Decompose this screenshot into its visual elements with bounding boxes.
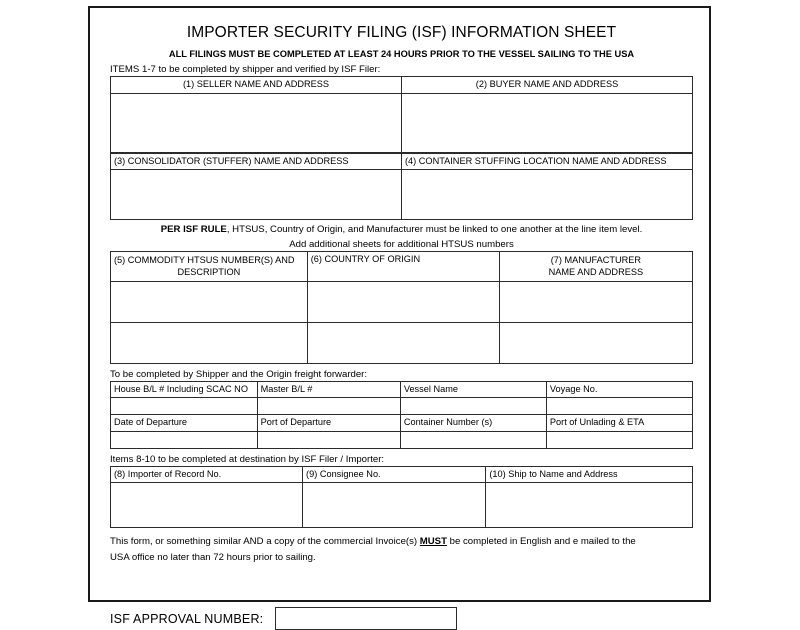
date-departure-header-cell bbox=[111, 415, 258, 432]
consignee-no-header-cell bbox=[303, 466, 486, 483]
container-stuffing-label: (4) CONTAINER STUFFING LOCATION NAME AND ADDRESS bbox=[405, 155, 667, 166]
table-row bbox=[111, 281, 693, 322]
consolidator-header-cell bbox=[111, 153, 402, 170]
port-departure-header-cell bbox=[257, 415, 400, 432]
footer-note bbox=[110, 534, 693, 565]
table-header-row bbox=[111, 415, 693, 432]
consolidator-input-cell[interactable] bbox=[111, 170, 402, 220]
table-row bbox=[111, 398, 693, 415]
container-stuffing-input-cell[interactable] bbox=[402, 170, 693, 220]
ship-to-input-cell[interactable] bbox=[486, 483, 693, 528]
master-bl-input-cell[interactable] bbox=[257, 398, 400, 415]
commodity-input-cell-1[interactable] bbox=[111, 281, 308, 322]
footer-note-part1: This form, or something similar AND a copy of the commercial Invoice(s) bbox=[110, 536, 420, 548]
commodity-header-cell bbox=[111, 252, 308, 282]
seller-header-cell bbox=[111, 77, 402, 94]
manufacturer-header-cell bbox=[499, 252, 692, 282]
seller-buyer-table bbox=[110, 76, 693, 153]
importer-of-record-label: (8) Importer of Record No. bbox=[114, 468, 222, 479]
commodity-label-line2: DESCRIPTION bbox=[177, 267, 241, 278]
port-unlading-label: Port of Unlading & ETA bbox=[549, 417, 645, 428]
manufacturer-label bbox=[500, 252, 692, 281]
house-bl-label: House B/L # Including SCAC NO bbox=[114, 383, 248, 394]
table-row bbox=[111, 483, 693, 528]
manufacturer-input-cell-1[interactable] bbox=[499, 281, 692, 322]
ship-to-label: (10) Ship to Name and Address bbox=[489, 468, 618, 479]
container-numbers-input-cell[interactable] bbox=[400, 431, 546, 448]
buyer-header-cell bbox=[402, 77, 693, 94]
country-header-cell bbox=[307, 252, 499, 282]
items-8-10-instruction: Items 8-10 to be completed at destination by ISF Filer / Importer: bbox=[110, 453, 385, 465]
isf-approval-row bbox=[110, 607, 693, 630]
house-bl-header-cell bbox=[111, 381, 258, 398]
shipper-instruction: To be completed by Shipper and the Origin freight forwarder: bbox=[110, 368, 368, 380]
seller-label: (1) SELLER NAME AND ADDRESS bbox=[182, 79, 330, 89]
table-row bbox=[111, 77, 693, 94]
buyer-label: (2) BUYER NAME AND ADDRESS bbox=[475, 79, 619, 89]
table-row bbox=[111, 153, 693, 170]
table-row bbox=[111, 170, 693, 220]
port-unlading-header-cell bbox=[546, 415, 692, 432]
container-numbers-header-cell bbox=[400, 415, 546, 432]
table-header-row bbox=[111, 252, 693, 282]
date-departure-input-cell[interactable] bbox=[111, 431, 258, 448]
commodity-label-line1: (5) COMMODITY HTSUS NUMBER(S) AND bbox=[114, 255, 295, 265]
master-bl-label: Master B/L # bbox=[260, 383, 313, 394]
commodity-input-cell-2[interactable] bbox=[111, 322, 308, 363]
country-input-cell-1[interactable] bbox=[307, 281, 499, 322]
table-row bbox=[111, 322, 693, 363]
footer-note-emphasis: MUST bbox=[419, 536, 447, 548]
commodity-origin-manufacturer-table bbox=[110, 251, 693, 364]
footer-note-line2: USA office no later than 72 hours prior to sailing. bbox=[110, 551, 316, 563]
house-bl-input-cell[interactable] bbox=[111, 398, 258, 415]
consolidator-stuffing-table bbox=[110, 153, 693, 221]
country-input-cell-2[interactable] bbox=[307, 322, 499, 363]
buyer-input-cell[interactable] bbox=[402, 93, 693, 152]
footer-note-part2: be completed in English and e mailed to the bbox=[446, 536, 636, 548]
manufacturer-label-line2: NAME AND ADDRESS bbox=[548, 267, 644, 278]
form-content bbox=[110, 16, 693, 630]
master-bl-header-cell bbox=[257, 381, 400, 398]
table-row bbox=[111, 93, 693, 152]
manufacturer-input-cell-2[interactable] bbox=[499, 322, 692, 363]
seller-input-cell[interactable] bbox=[111, 93, 402, 152]
country-label: (6) COUNTRY OF ORIGIN bbox=[310, 254, 421, 264]
page-subtitle: ALL FILINGS MUST BE COMPLETED AT LEAST 24 HOURS PRIOR TO THE VESSEL SAILING TO THE USA bbox=[168, 49, 635, 59]
container-stuffing-header-cell bbox=[402, 153, 693, 170]
isf-rule-text: , HTSUS, Country of Origin, and Manufacturer must be linked to one another at the line item level. bbox=[226, 224, 643, 235]
isf-approval-label: ISF APPROVAL NUMBER: bbox=[110, 611, 264, 626]
manufacturer-label-line1: (7) MANUFACTURER bbox=[550, 255, 642, 265]
isf-rule-bold-prefix: PER ISF RULE bbox=[160, 224, 227, 235]
vessel-name-header-cell bbox=[400, 381, 546, 398]
commodity-label bbox=[111, 252, 307, 281]
voyage-no-label: Voyage No. bbox=[549, 383, 598, 394]
form-page bbox=[88, 6, 711, 626]
importer-consignee-shipto-table bbox=[110, 466, 693, 529]
port-departure-label: Port of Departure bbox=[260, 417, 332, 428]
container-numbers-label: Container Number (s) bbox=[403, 417, 493, 428]
voyage-no-header-cell bbox=[546, 381, 692, 398]
table-header-row bbox=[111, 381, 693, 398]
consignee-no-label: (9) Consignee No. bbox=[306, 468, 381, 479]
items-1-7-instruction: ITEMS 1-7 to be completed by shipper and verified by ISF Filer: bbox=[110, 64, 381, 75]
port-departure-input-cell[interactable] bbox=[257, 431, 400, 448]
importer-of-record-header-cell bbox=[111, 466, 303, 483]
port-unlading-input-cell[interactable] bbox=[546, 431, 692, 448]
consignee-no-input-cell[interactable] bbox=[303, 483, 486, 528]
additional-sheets-note: Add additional sheets for additional HTSUS numbers bbox=[289, 239, 514, 250]
voyage-no-input-cell[interactable] bbox=[546, 398, 692, 415]
table-header-row bbox=[111, 466, 693, 483]
consolidator-label: (3) CONSOLIDATOR (STUFFER) NAME AND ADDRESS bbox=[114, 155, 349, 166]
vessel-name-label: Vessel Name bbox=[403, 383, 458, 394]
table-row bbox=[111, 431, 693, 448]
ship-to-header-cell bbox=[486, 466, 693, 483]
isf-approval-input[interactable] bbox=[275, 607, 457, 630]
importer-of-record-input-cell[interactable] bbox=[111, 483, 303, 528]
date-departure-label: Date of Departure bbox=[114, 417, 188, 428]
isf-rule-note bbox=[110, 224, 693, 235]
shipper-forwarder-table bbox=[110, 381, 693, 449]
vessel-name-input-cell[interactable] bbox=[400, 398, 546, 415]
page-title: IMPORTER SECURITY FILING (ISF) INFORMATION SHEET bbox=[186, 24, 617, 41]
